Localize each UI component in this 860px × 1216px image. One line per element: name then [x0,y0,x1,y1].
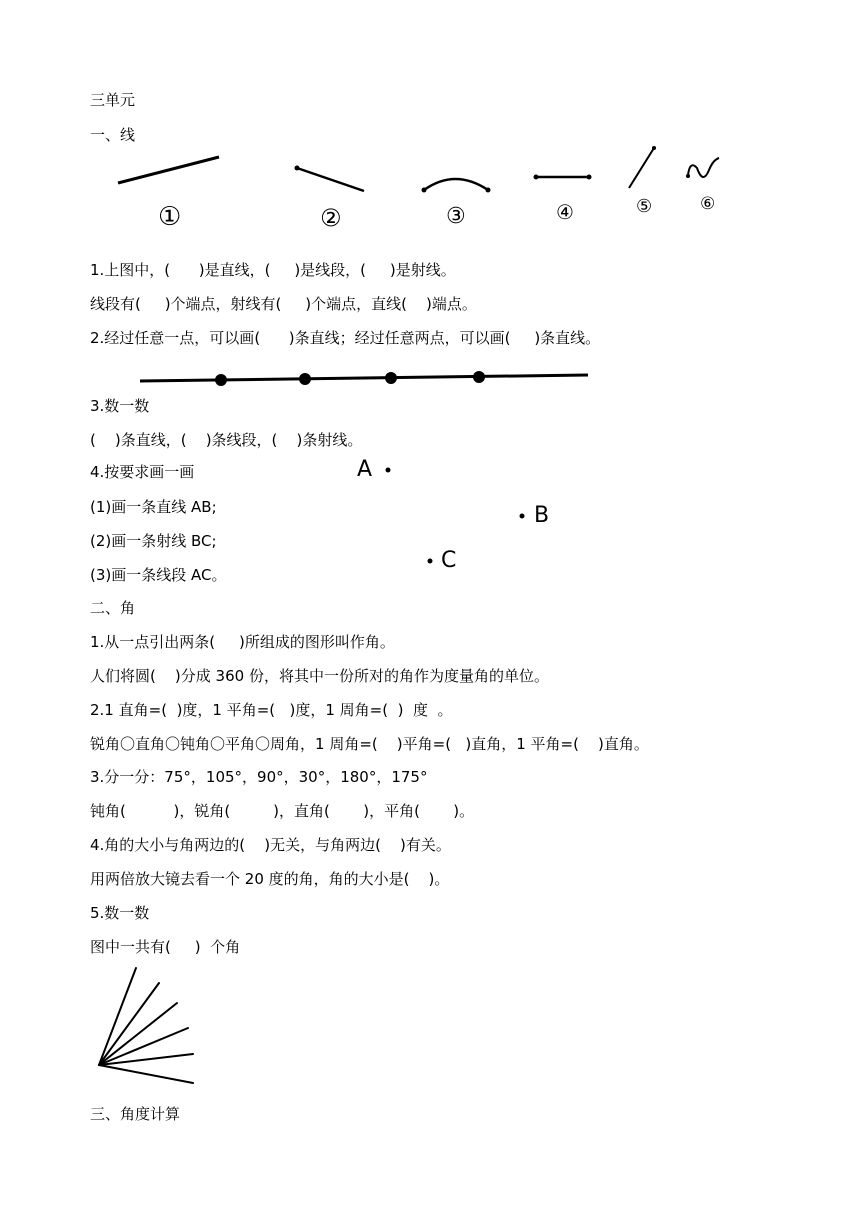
s1-q3-blanks: ( )条直线，( )条线段，( )条射线。 [90,431,363,449]
figure-label-4: ④ [556,200,574,224]
s2-q2-line2: 锐角〇直角〇钝角〇平角〇周角，1 周角=( )平角=( )直角，1 平角=( )直角。 [90,735,649,753]
s2-q4-line1: 4.角的大小与角两边的( )无关，与角两边( )有关。 [90,836,451,854]
s1-q1-line1: 1.上图中，( )是直线，( )是线段，( )是射线。 [90,261,456,279]
s2-q1-line1: 1.从一点引出两条( )所组成的图形叫作角。 [90,633,395,651]
figure-label-6: ⑥ [700,194,716,214]
s2-q3-line2: 钝角( )，锐角( )，直角( )，平角( )。 [90,802,475,820]
s1-q4-item1: (1)画一条直线 AB; [90,498,217,516]
section-heading-lines: 一、线 [90,126,136,144]
s2-q5-title: 5.数一数 [90,904,150,922]
s2-q3-line1: 3.分一分：75°，105°，90°，30°，180°，175° [90,768,428,786]
figure-label-3: ③ [446,204,466,229]
section-heading-angle-calc: 三、角度计算 [90,1105,181,1123]
s2-q2-line1: 2.1 直角=( )度，1 平角=( )度，1 周角=( ) 度 。 [90,701,453,719]
s2-q1-line2: 人们将圆( )分成 360 份，将其中一份所对的角作为度量角的单位。 [90,667,549,685]
figure-label-1: ① [158,202,182,232]
s1-q4-title: 4.按要求画一画 [90,463,195,481]
s1-q4-item3: (3)画一条线段 AC。 [90,566,227,584]
section-heading-angles: 二、角 [90,599,136,617]
figure-label-5: ⑤ [636,196,653,217]
s1-q3-title: 3.数一数 [90,397,150,415]
point-a-label: A [357,457,373,482]
s2-q5-text: 图中一共有( ) 个角 [90,938,241,956]
point-b-label: B [534,503,550,528]
s1-q4-item2: (2)画一条射线 BC; [90,532,217,550]
point-c-label: C [441,548,457,573]
figure-label-2: ② [320,204,342,232]
s2-q4-line2: 用两倍放大镜去看一个 20 度的角，角的大小是( )。 [90,870,450,888]
s1-q2: 2.经过任意一点，可以画( )条直线；经过任意两点，可以画( )条直线。 [90,329,601,347]
s1-q1-line2: 线段有( )个端点，射线有( )个端点，直线( )端点。 [90,295,477,313]
unit-title: 三单元 [90,91,136,109]
angle-ray [99,1065,193,1083]
